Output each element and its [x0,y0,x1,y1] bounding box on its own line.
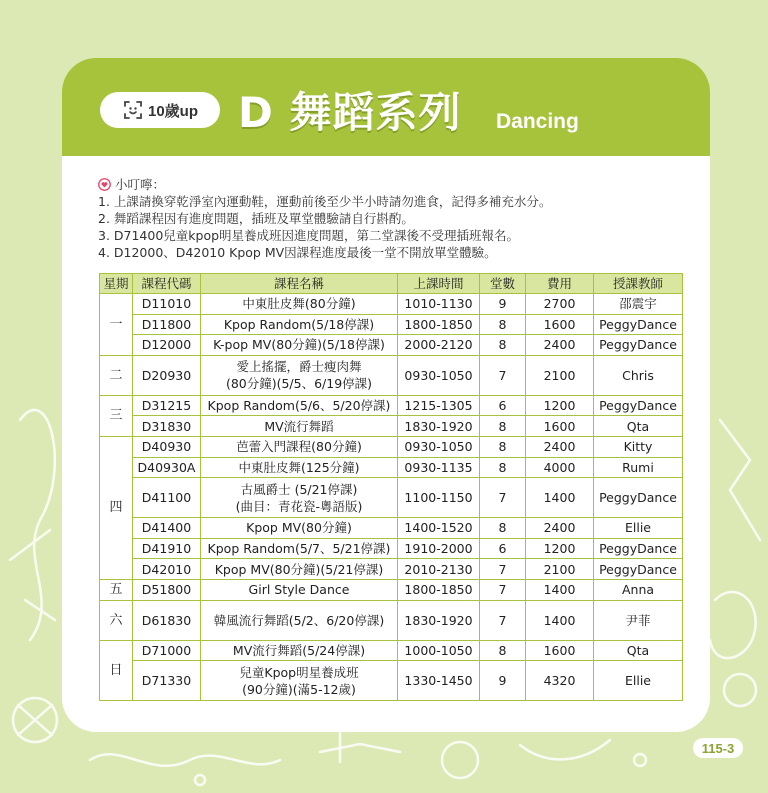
course-sessions: 8 [480,518,526,539]
course-sessions: 8 [480,640,526,661]
course-fee: 1600 [526,314,594,335]
course-time: 1000-1050 [398,640,480,661]
notes-heading: 小叮嚀： [115,177,166,192]
header-name: 課程名稱 [201,274,398,294]
course-fee: 1400 [526,478,594,518]
schedule-table [99,273,683,701]
course-name [201,478,398,518]
course-teacher: Qta [594,640,683,661]
table-header-row [100,274,683,294]
course-fee: 4320 [526,661,594,701]
table-row [100,457,683,478]
course-code: D41400 [133,518,201,539]
course-fee: 1400 [526,600,594,640]
course-code: D31830 [133,416,201,437]
note-item: 4. D12000、D42010 Kpop MV因課程進度最後一堂不開放單堂體驗。 [98,245,497,260]
course-sessions: 8 [480,314,526,335]
course-sessions: 9 [480,294,526,315]
course-sessions: 8 [480,436,526,457]
course-name [201,661,398,701]
course-code: D51800 [133,579,201,600]
note-item: 1. 上課請換穿乾淨室內運動鞋，運動前後至少半小時請勿進食，記得多補充水分。 [98,194,552,209]
course-code: D20930 [133,355,201,395]
course-code: D42010 [133,559,201,580]
note-item: 2. 舞蹈課程因有進度問題，插班及單堂體驗請自行斟酌。 [98,211,414,226]
course-fee: 1600 [526,416,594,437]
course-name: Kpop MV(80分鐘)(5/21停課) [201,559,398,580]
header-day: 星期 [100,274,133,294]
table-row [100,538,683,559]
course-teacher: PeggyDance [594,314,683,335]
course-name-line: 愛上搖擺，爵士瘦肉舞 [236,359,362,375]
schedule-table-wrap [99,273,682,701]
course-teacher: Qta [594,416,683,437]
course-time: 1830-1920 [398,600,480,640]
notes-section [98,176,688,261]
course-fee: 2400 [526,335,594,356]
course-time: 1330-1450 [398,661,480,701]
header-teacher: 授課教師 [594,274,683,294]
course-teacher: Ellie [594,518,683,539]
course-time: 0930-1135 [398,457,480,478]
course-time: 2000-2120 [398,335,480,356]
course-teacher: PeggyDance [594,559,683,580]
course-code: D41100 [133,478,201,518]
course-fee: 1600 [526,640,594,661]
course-teacher: 尹菲 [594,600,683,640]
course-code: D71330 [133,661,201,701]
course-name: 中東肚皮舞(80分鐘) [201,294,398,315]
course-sessions: 7 [480,579,526,600]
heart-icon [98,178,111,191]
day-cell: 日 [100,640,133,701]
course-teacher: PeggyDance [594,335,683,356]
course-code: D61830 [133,600,201,640]
table-row [100,335,683,356]
course-teacher: PeggyDance [594,478,683,518]
course-sessions: 7 [480,355,526,395]
course-teacher: Chris [594,355,683,395]
table-row [100,416,683,437]
course-fee: 2100 [526,559,594,580]
course-teacher: PeggyDance [594,538,683,559]
header-code: 課程代碼 [133,274,201,294]
course-name: MV流行舞蹈 [201,416,398,437]
course-code: D11800 [133,314,201,335]
course-sessions: 8 [480,457,526,478]
course-sessions: 7 [480,478,526,518]
note-item: 3. D71400兒童kpop明星養成班因進度問題，第二堂課後不受理插班報名。 [98,228,520,243]
course-name: MV流行舞蹈(5/24停課) [201,640,398,661]
course-code: D40930 [133,436,201,457]
course-teacher: 邵震宇 [594,294,683,315]
course-sessions: 8 [480,416,526,437]
course-sessions: 6 [480,538,526,559]
course-fee: 2100 [526,355,594,395]
course-name: K-pop MV(80分鐘)(5/18停課) [201,335,398,356]
day-cell: 三 [100,395,133,436]
course-fee: 2700 [526,294,594,315]
page-subtitle: Dancing [496,110,579,133]
page-title: D 舞蹈系列 [238,88,462,137]
day-cell: 二 [100,355,133,395]
course-time: 2010-2130 [398,559,480,580]
course-time: 0930-1050 [398,436,480,457]
table-row [100,600,683,640]
course-code: D41910 [133,538,201,559]
day-cell: 六 [100,600,133,640]
course-fee: 2400 [526,436,594,457]
table-row [100,314,683,335]
table-row [100,478,683,518]
course-time: 1800-1850 [398,579,480,600]
course-name: Girl Style Dance [201,579,398,600]
course-teacher: Anna [594,579,683,600]
day-cell: 一 [100,294,133,356]
table-row [100,355,683,395]
header-fee: 費用 [526,274,594,294]
course-name: 中東肚皮舞(125分鐘) [201,457,398,478]
course-sessions: 7 [480,559,526,580]
course-fee: 2400 [526,518,594,539]
table-row [100,294,683,315]
course-name-line: (90分鐘)(滿5-12歲) [242,681,356,697]
course-fee: 4000 [526,457,594,478]
header-sessions: 堂數 [480,274,526,294]
table-row [100,395,683,416]
course-name-line: 古風爵士 (5/21停課) [240,481,358,497]
course-time: 1100-1150 [398,478,480,518]
course-name: Kpop Random(5/6、5/20停課) [201,395,398,416]
course-time: 1910-2000 [398,538,480,559]
course-code: D31215 [133,395,201,416]
course-code: D12000 [133,335,201,356]
course-name: Kpop MV(80分鐘) [201,518,398,539]
course-code: D71000 [133,640,201,661]
course-sessions: 6 [480,395,526,416]
course-name: Kpop Random(5/18停課) [201,314,398,335]
course-name: Kpop Random(5/7、5/21停課) [201,538,398,559]
course-time: 0930-1050 [398,355,480,395]
course-sessions: 7 [480,600,526,640]
day-cell: 四 [100,436,133,579]
day-cell: 五 [100,579,133,600]
course-time: 1215-1305 [398,395,480,416]
table-row [100,661,683,701]
course-teacher: Rumi [594,457,683,478]
course-name [201,355,398,395]
table-row [100,518,683,539]
table-row [100,579,683,600]
age-badge-label: 10歲up [147,102,198,120]
course-name: 芭蕾入門課程(80分鐘) [201,436,398,457]
age-badge [100,92,220,128]
course-name-line: (80分鐘)(5/5、6/19停課) [225,376,373,392]
course-time: 1400-1520 [398,518,480,539]
course-code: D11010 [133,294,201,315]
course-teacher: Kitty [594,436,683,457]
table-row [100,640,683,661]
header-time: 上課時間 [398,274,480,294]
course-fee: 1400 [526,579,594,600]
course-time: 1830-1920 [398,416,480,437]
course-name: 韓風流行舞蹈(5/2、6/20停課) [201,600,398,640]
course-code: D40930A [133,457,201,478]
card-header [62,58,710,156]
table-row [100,559,683,580]
course-name-line: 兒童Kpop明星養成班 [239,664,359,680]
course-sessions: 8 [480,335,526,356]
course-fee: 1200 [526,395,594,416]
course-teacher: Ellie [594,661,683,701]
course-time: 1010-1130 [398,294,480,315]
course-sessions: 9 [480,661,526,701]
course-teacher: PeggyDance [594,395,683,416]
child-face-icon [122,99,144,121]
table-row [100,436,683,457]
course-fee: 1200 [526,538,594,559]
course-name-line: (曲目：青花瓷-粵語版) [235,498,363,514]
course-time: 1800-1850 [398,314,480,335]
page-number: 115-3 [693,738,743,758]
course-card [62,58,710,732]
